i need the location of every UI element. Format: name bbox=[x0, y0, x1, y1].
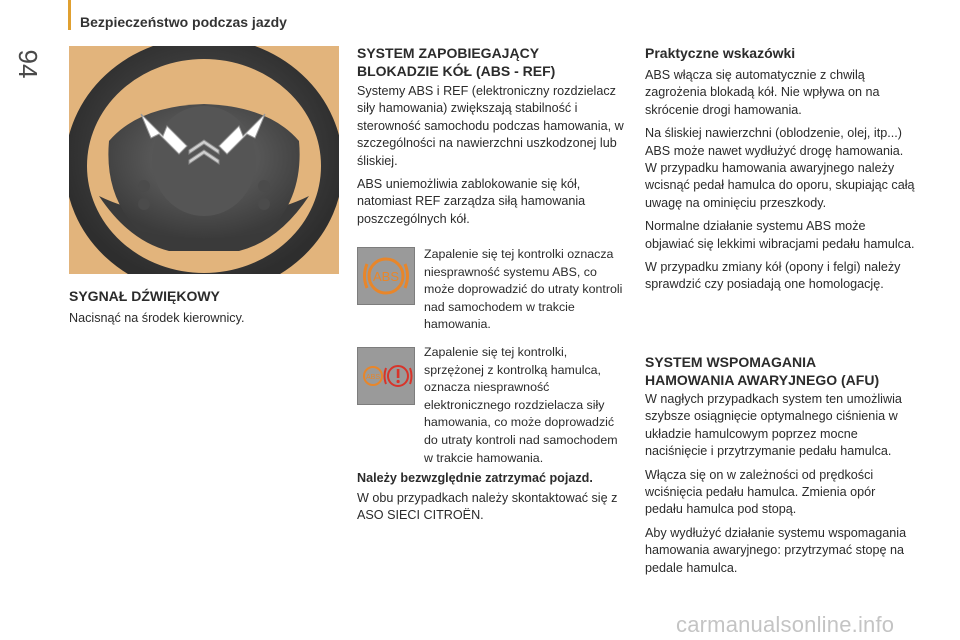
abs-paragraph-2: ABS uniemożliwia zablokowanie się kół, natomiast REF zarządza siłą hamowania poszczególnych kół. bbox=[357, 177, 586, 226]
afu-paragraph-3: Aby wydłużyć działanie systemu wspomagania hamowania awaryjnego: przytrzymać stopę na pedale hamulca. bbox=[645, 525, 907, 575]
tips-content bbox=[645, 67, 915, 300]
header-accent-bar bbox=[68, 0, 71, 30]
ref-icon-abs-label: ABS bbox=[365, 374, 381, 381]
contact-dealer-text: W obu przypadkach należy skontaktować się z ASO SIECI CITROËN. bbox=[357, 491, 618, 523]
tips-paragraph-1: ABS włącza się automatycznie z chwilą zagrożenia blokadą kół. Nie wpływa on na skrócenie drogi hamowania. bbox=[645, 68, 880, 117]
steering-wheel-illustration bbox=[69, 46, 339, 274]
watermark: carmanualsonline.info bbox=[676, 612, 895, 637]
abs-title-line-1: SYSTEM ZAPOBIEGAJĄCY bbox=[357, 45, 540, 61]
horn-text: Nacisnąć na środek kierownicy. bbox=[69, 311, 245, 325]
abs-description bbox=[357, 83, 632, 234]
steering-wheel-image bbox=[69, 46, 339, 274]
ref-warning-text: Zapalenie się tej kontrolki, sprzężonej z kontrolką hamulca, oznacza niesprawność elektronicznego rozdzielacza siły hamowania, co może doprowadzić do utraty kontroli nad samochodem w trakcie hamowania. bbox=[424, 345, 618, 465]
afu-title bbox=[645, 353, 879, 389]
abs-brake-icons bbox=[358, 348, 414, 404]
tips-title: Praktyczne wskazówki bbox=[645, 45, 796, 61]
afu-title-line-2: HAMOWANIA AWARYJNEGO (AFU) bbox=[645, 372, 880, 388]
abs-paragraph-1: Systemy ABS i REF (elektroniczny rozdzielacz siły hamowania) zwiększają stabilność i sterowność samochodu podczas hamowania, w szczególności na nawierzchni uszkodzonej lub śliskiej. bbox=[357, 84, 624, 168]
horn-title: SYGNAŁ DŹWIĘKOWY bbox=[69, 288, 220, 304]
stop-vehicle-warning: Należy bezwzględnie zatrzymać pojazd. bbox=[357, 471, 593, 485]
tips-paragraph-2: Na śliskiej nawierzchni (oblodzenie, olej, itp...) ABS może nawet wydłużyć drogę hamowania. W przypadku hamowania awaryjnego należy wcisnąć pedał hamulca do oporu, skupiając całą uwagę na ominięciu przeszkody. bbox=[645, 126, 915, 210]
afu-paragraph-1: W nagłych przypadkach system ten umożliwia szybsze osiągnięcie optymalnego ciśnienia w układzie hamulcowym poprzez mocne naciśnięcie i przytrzymanie pedału hamulca. bbox=[645, 392, 902, 459]
abs-circle-icon bbox=[358, 248, 414, 304]
afu-title-line-1: SYSTEM WSPOMAGANIA bbox=[645, 354, 817, 370]
afu-content bbox=[645, 391, 915, 583]
abs-warning-text: Zapalenie się tej kontrolki oznacza niesprawność systemu ABS, co może doprowadzić do utraty kontroli nad samochodem w trakcie hamowania. bbox=[424, 247, 623, 332]
abs-icon-label: ABS bbox=[372, 269, 400, 284]
abs-warning-lamp bbox=[357, 247, 415, 305]
abs-title-line-2: BLOKADZIE KÓŁ (ABS - REF) bbox=[357, 63, 556, 79]
ref-warning-lamps bbox=[357, 347, 415, 405]
tips-paragraph-4: W przypadku zmiany kół (opony i felgi) należy sprawdzić czy posiadają one homologację. bbox=[645, 260, 901, 292]
tips-paragraph-3: Normalne działanie systemu ABS może objawiać się lekkimi wibracjami pedału hamulca. bbox=[645, 219, 915, 251]
afu-paragraph-2: Włącza się on w zależności od prędkości wciśnięcia pedału hamulca. Zmienia opór pedału hamulca pod stopą. bbox=[645, 467, 876, 517]
abs-title bbox=[357, 44, 555, 80]
page-number: 94 bbox=[13, 49, 43, 79]
section-header: Bezpieczeństwo podczas jazdy bbox=[80, 14, 287, 30]
